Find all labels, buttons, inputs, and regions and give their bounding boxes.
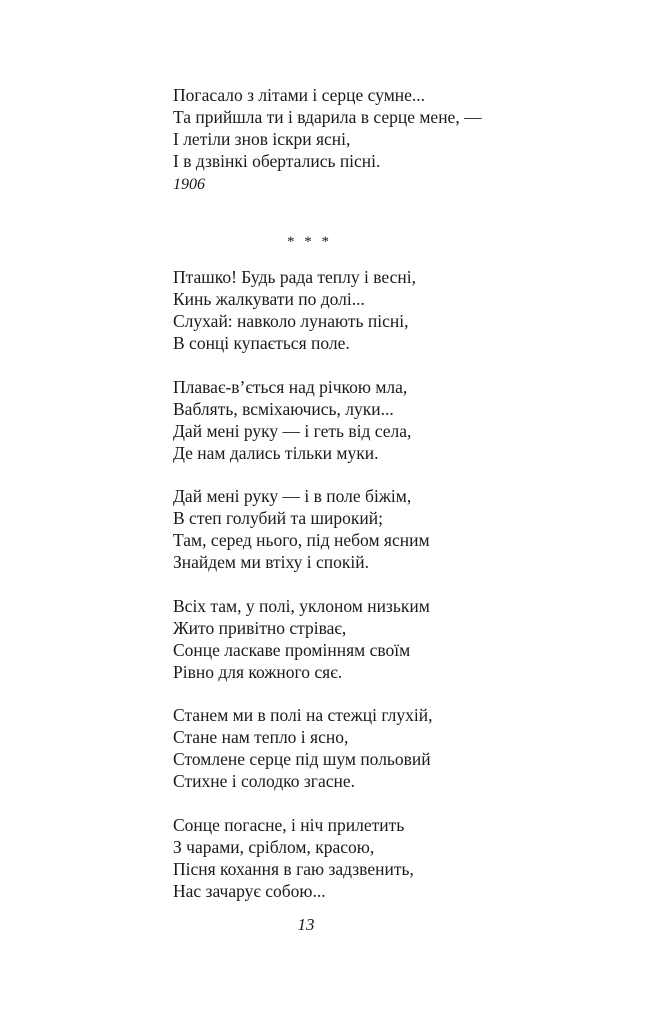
poem-line: Рівно для кожного сяє. (173, 661, 343, 682)
poem-line: Стомлене серце під шум польовий (173, 749, 431, 769)
poem-line: Всіх там, у полі, уклоном низьким (173, 595, 430, 616)
poem-line: Де нам дались тільки муки. (173, 442, 379, 463)
poem-line: Знайдем ми втіху і спокій. (173, 552, 369, 572)
poem-line: Кинь жалкувати по долі... (173, 289, 365, 309)
poem-line: Жито привітно стріває, (173, 617, 347, 638)
stanza (173, 814, 593, 902)
poem-line: Пташко! Будь рада теплу і весні, (173, 267, 417, 287)
poem-line: З чарами, сріблом, красою, (173, 836, 375, 857)
poem-line: І в дзвінкі обертались пісні. (173, 151, 381, 171)
stanza (173, 376, 593, 464)
poem-line: Стане нам тепло і ясно, (173, 727, 349, 747)
page-number: 13 (297, 915, 315, 934)
poem-line: Сонце ласкаве промінням своїм (173, 639, 411, 660)
poem-line: І летіли знов іскри ясні, (173, 129, 351, 149)
poem-line: Слухай: навколо лунають пісні, (173, 311, 409, 331)
poem (173, 266, 593, 923)
poem-line: Дай мені руку — і геть від села, (173, 420, 412, 441)
poem-line: В сонці купається поле. (173, 333, 350, 353)
previous-poem-ending (173, 84, 593, 196)
poem-line: Плаває-в’ється над річкою мла, (173, 376, 408, 397)
poem-line: Сонце погасне, і ніч прилетить (173, 814, 405, 835)
poem-line: Погасало з літами і серце сумне... (173, 85, 426, 105)
stanza (173, 704, 593, 792)
stanza (173, 595, 593, 683)
poem-line: Та прийшла ти і вдарила в серце мене, — (173, 107, 482, 127)
poem-line: Станем ми в полі на стежці глухій, (173, 705, 433, 725)
poem-line: Там, серед нього, під небом ясним (173, 530, 430, 550)
poem-line: Пісня кохання в гаю задзвенить, (173, 858, 414, 879)
poem-line: В степ голубий та широкий; (173, 508, 383, 528)
poem-line: Стихне і солодко згасне. (173, 771, 355, 791)
stanza (173, 266, 593, 354)
poem-line: Ваблять, всміхаючись, луки... (173, 398, 394, 419)
poem-line: Нас зачарує собою... (173, 880, 326, 901)
poem-line: Дай мені руку — і в поле біжім, (173, 486, 412, 506)
poem-date: 1906 (173, 176, 205, 193)
stanza (173, 485, 593, 573)
poem-separator: * * * (287, 234, 332, 250)
